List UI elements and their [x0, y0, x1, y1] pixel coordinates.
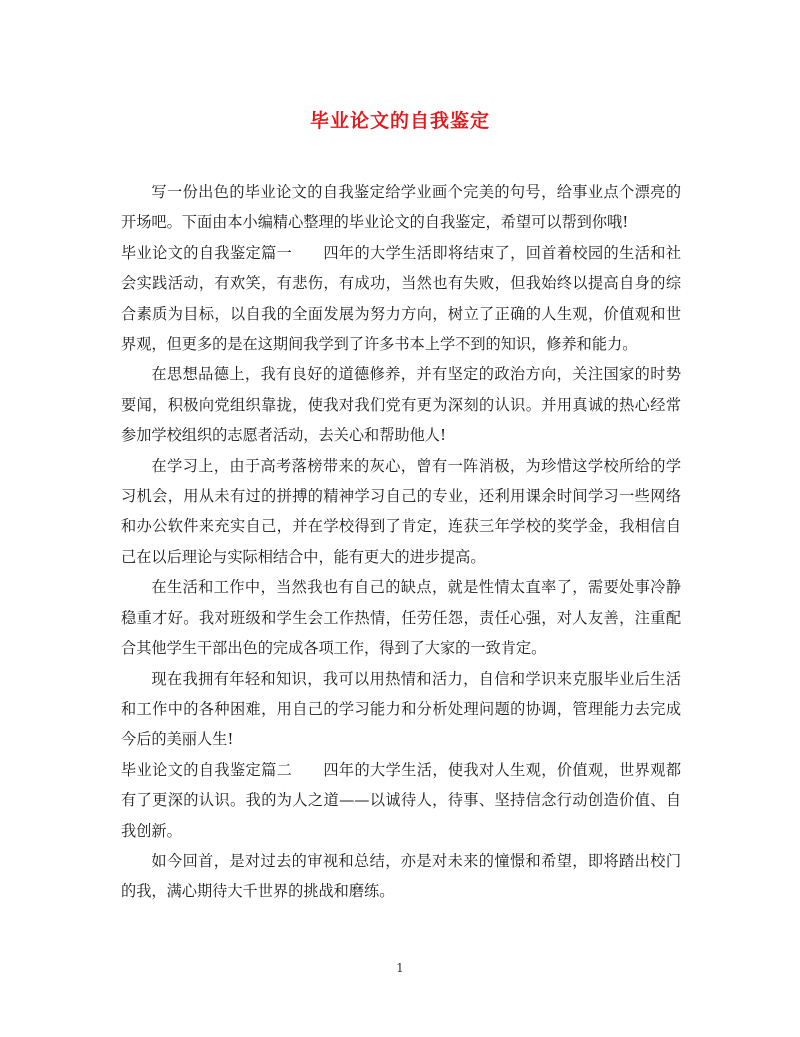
- body-paragraph: 在生活和工作中，当然我也有自己的缺点，就是性情太直率了，需要处事冷静稳重才好。我对班级和学生会工作热情，任劳任怨，责任心强，对人友善，注重配合其他学生干部出色的完成各项工作，得到了大家的一致肯定。: [121, 578, 681, 658]
- page-number: 1: [396, 961, 404, 975]
- page-title: 毕业论文的自我鉴定: [309, 110, 490, 132]
- body-paragraph: 如今回首，是对过去的审视和总结，亦是对未来的憧憬和希望，即将踏出校门的我，满心期待大千世界的挑战和磨练。: [121, 851, 681, 901]
- body-paragraph: 在学习上，由于高考落榜带来的灰心，曾有一阵消极，为珍惜这学校所给的学习机会，用从未有过的拼搏的精神学习自己的专业，还利用课余时间学习一些网络和办公软件来充实自己，并在学校得到了肯定，连获三年学校的奖学金，我相信自己在以后理论与实际相结合中，能有更大的进步提高。: [121, 456, 681, 566]
- document-body: [121, 177, 681, 907]
- body-paragraph: 在思想品德上，我有良好的道德修养，并有坚定的政治方向，关注国家的时势要闻，积极向党组织靠拢，使我对我们党有更为深刻的认识。并用真诚的热心经常参加学校组织的志愿者活动，去关心和帮助他人!: [121, 365, 681, 445]
- section-two-paragraph: 毕业论文的自我鉴定篇二 四年的大学生活，使我对人生观，价值观，世界观都有了更深的认识。我的为人之道——以诚待人，待事、坚持信念行动创造价值、自我创新。: [121, 760, 681, 840]
- section-one-paragraph: 毕业论文的自我鉴定篇一 四年的大学生活即将结束了，回首着校园的生活和社会实践活动，有欢笑，有悲伤，有成功，当然也有失败，但我始终以提高自身的综合素质为目标，以自我的全面发展为努力方向，树立了正确的人生观，价值观和世界观，但更多的是在这期间我学到了许多书本上学不到的知识，修养和能力。: [121, 243, 681, 354]
- intro-paragraph: 写一份出色的毕业论文的自我鉴定给学业画个完美的句号，给事业点个漂亮的开场吧。下面由本小编精心整理的毕业论文的自我鉴定，希望可以帮到你哦!: [121, 183, 681, 232]
- body-paragraph: 现在我拥有年轻和知识，我可以用热情和活力，自信和学识来克服毕业后生活和工作中的各种困难，用自己的学习能力和分析处理问题的协调，管理能力去完成今后的美丽人生!: [121, 669, 681, 749]
